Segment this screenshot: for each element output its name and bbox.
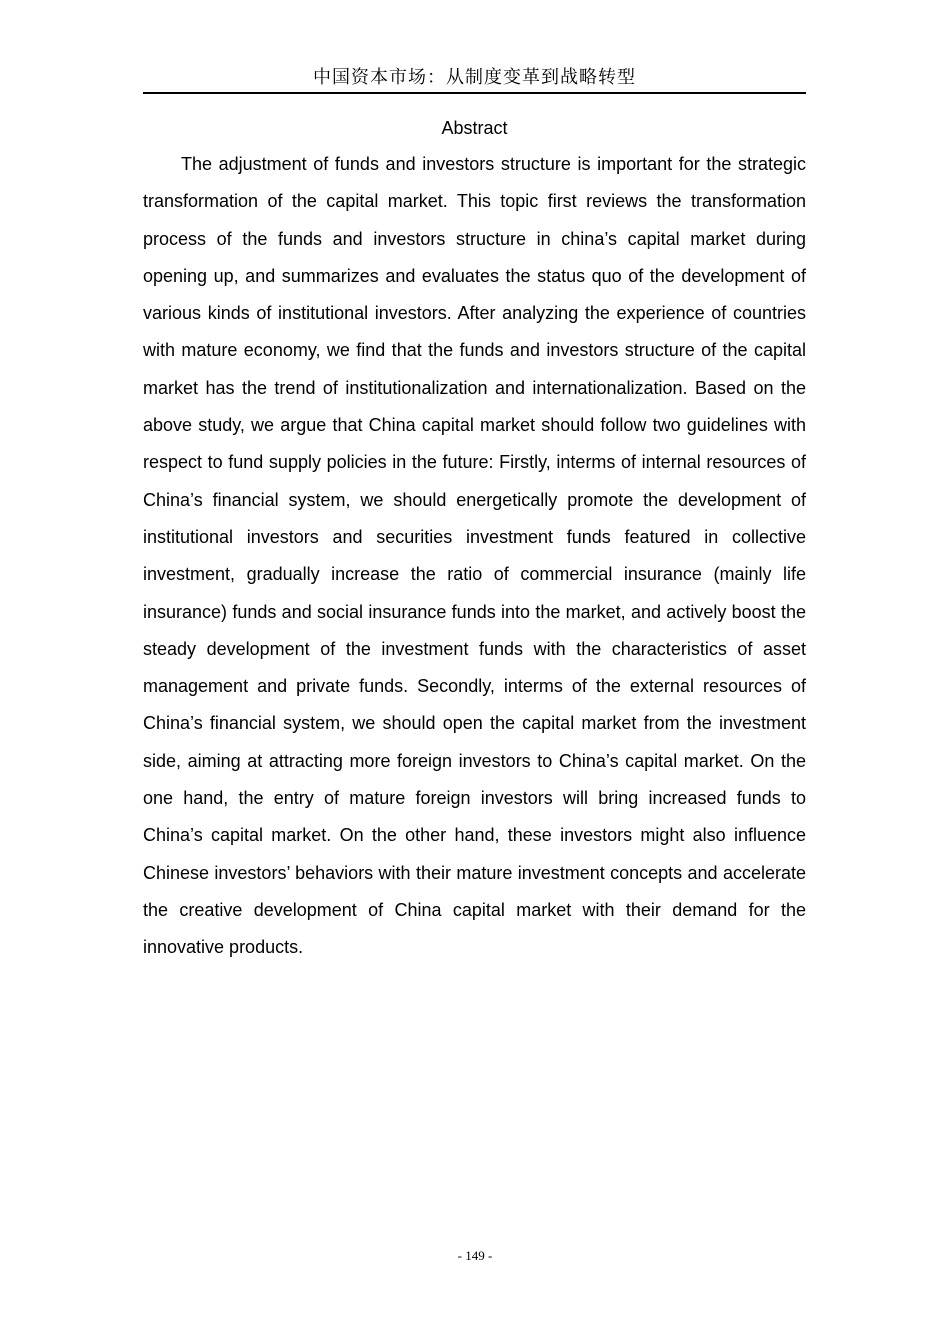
abstract-paragraph: The adjustment of funds and investors structure is important for the strategic transformation of the capital market. This topic first reviews the transformation process of the funds and investors structure in china’s capital market during opening up, and summarizes and evaluates the status quo of the development of various kinds of institutional investors. After analyzing the experience of countries with mature economy, we find that the funds and investors structure of the capital market has the trend of institutionalization and internationalization. Based on the above study, we argue that China capital market should follow two guidelines with respect to fund supply policies in the future: Firstly, interms of internal resources of China’s financial system, we should energetically promote the development of institutional investors and securities investment funds featured in collective investment, gradually increase the ratio of commercial insurance (mainly life insurance) funds and social insurance funds into the market, and actively boost the steady development of the investment funds with the characteristics of asset management and private funds. Secondly, interms of the external resources of China’s financial system, we should open the capital market from the investment side, aiming at attracting more foreign investors to China’s capital market. On the one hand, the entry of mature foreign investors will bring increased funds to China’s capital market. On the other hand, these investors might also influence Chinese investors’ behaviors with their mature investment concepts and accelerate the creative development of China capital market with their demand for the innovative products. [143,154,806,958]
running-header-title: 中国资本市场：从制度变革到战略转型 [313,67,636,88]
page-header [143,66,806,94]
abstract-heading: Abstract [441,118,508,138]
page-number: - 149 - [457,1248,493,1263]
